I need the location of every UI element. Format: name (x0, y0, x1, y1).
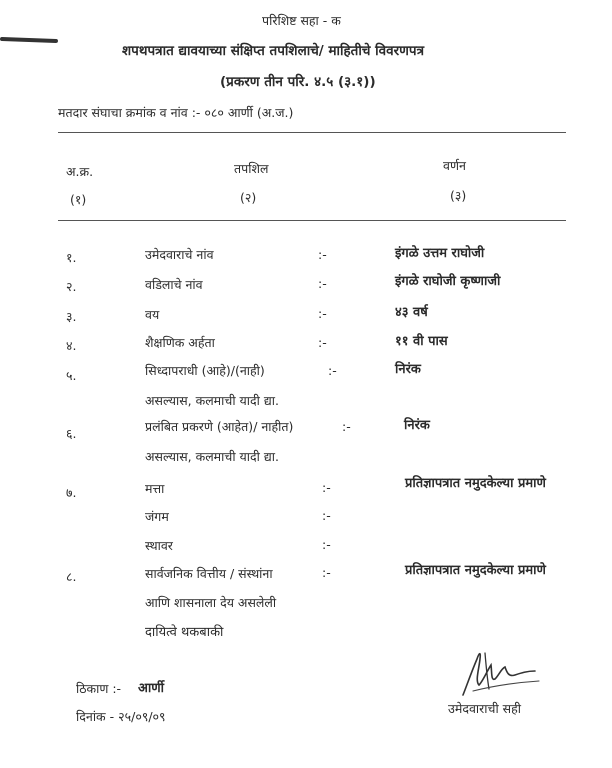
handwritten-signature (455, 645, 545, 700)
col-header-description: वर्णन (443, 158, 466, 173)
row-number: ३. (66, 309, 77, 324)
row-separator: :- (322, 537, 331, 552)
row-sub-label: स्थावर (145, 538, 173, 553)
row-separator: :- (322, 508, 331, 523)
row-separator: :- (318, 306, 327, 321)
row-label: सिध्दापराधी (आहे)/(नाही) (145, 363, 265, 378)
row-label-continued: दायित्वे थकबाकी (145, 625, 224, 640)
row-sub-label: जंगम (145, 509, 169, 524)
row-value: ११ वी पास (395, 334, 448, 349)
row-value: प्रतिज्ञापत्रात नमुदकेल्या प्रमाणे (405, 563, 546, 578)
signature-caption: उमेदवाराची सही (448, 701, 521, 716)
date-line: दिनांक - २५/०९/०९ (76, 709, 166, 724)
scan-mark (0, 37, 58, 43)
row-separator: :- (318, 335, 327, 350)
row-value: प्रतिज्ञापत्रात नमुदकेल्या प्रमाणे (405, 476, 546, 491)
row-value: निरंक (404, 418, 430, 433)
col-number-2: (२) (240, 190, 257, 205)
row-number: ८. (66, 569, 77, 584)
row-separator: :- (328, 363, 337, 378)
annex-title: परिशिष्ट सहा - क (262, 13, 341, 28)
row-label: शैक्षणिक अर्हता (145, 335, 215, 350)
row-value: ४३ वर्ष (395, 305, 428, 320)
row-label: वय (145, 307, 160, 322)
row-separator: :- (342, 419, 351, 434)
row-value: इंगळे उत्तम राघोजी (395, 246, 485, 261)
col-header-details: तपशिल (234, 161, 269, 176)
row-separator: :- (322, 480, 331, 495)
row-number: ६. (66, 426, 77, 441)
row-label-continued: असल्यास, कलमाची यादी द्या. (145, 393, 279, 408)
row-label: सार्वजनिक वित्तीय / संस्थांना (145, 566, 273, 581)
row-number: १. (66, 250, 77, 265)
constituency-line: मतदार संघाचा क्रमांक व नांव :- ०८० आर्णी (अ.ज.) (58, 105, 294, 120)
row-label-continued: असल्यास, कलमाची यादी द्या. (145, 449, 279, 464)
chapter-reference: (प्रकरण तीन परि. ४.५ (३.१)) (220, 74, 376, 90)
place-value: आर्णी (138, 681, 165, 696)
col-header-serial: अ.क्र. (66, 164, 94, 179)
row-label: प्रलंबित प्रकरणे (आहेत)/ नाहीत) (145, 419, 294, 434)
row-separator: :- (318, 276, 327, 291)
row-separator: :- (318, 247, 327, 262)
form-title: शपथपत्रात द्यावयाच्या संक्षिप्त तपशिलाचे/ माहितीचे विवरणपत्र (122, 43, 425, 59)
place-label: ठिकाण :- (76, 681, 122, 696)
col-number-3: (३) (450, 188, 467, 203)
row-label: उमेदवाराचे नांव (145, 247, 214, 262)
row-separator: :- (322, 565, 331, 580)
row-label-continued: आणि शासनाला देय असलेली (145, 595, 277, 610)
divider-bottom (58, 220, 566, 221)
row-label: मत्ता (145, 481, 165, 496)
row-number: ४. (66, 338, 77, 353)
row-number: ७. (66, 485, 77, 500)
row-value: निरंक (395, 362, 421, 377)
row-number: ५. (66, 368, 77, 383)
col-number-1: (१) (70, 192, 87, 207)
row-label: वडिलाचे नांव (145, 277, 203, 292)
row-value: इंगळे राघोजी कृष्णाजी (395, 274, 501, 289)
divider-top (58, 132, 566, 133)
row-number: २. (66, 279, 77, 294)
